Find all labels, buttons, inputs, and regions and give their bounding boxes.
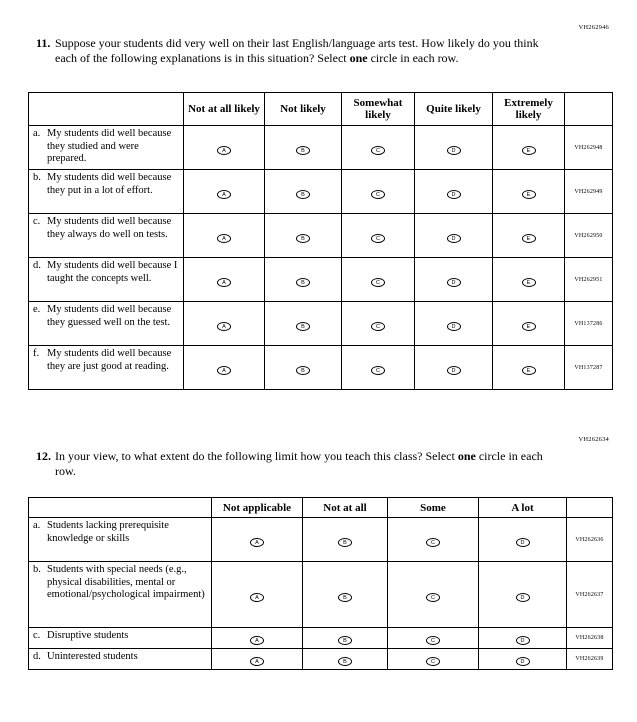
table-header-row bbox=[29, 498, 613, 518]
answer-bubble-c[interactable]: C bbox=[426, 538, 440, 547]
row-text: Students with special needs (e.g., physical disabilities, mental or emotional/psychological impairment) bbox=[47, 564, 205, 600]
answer-bubble-a[interactable]: A bbox=[250, 657, 264, 666]
answer-cell bbox=[184, 170, 265, 214]
answer-cell bbox=[212, 518, 303, 562]
column-header-not-applicable: Not applicable bbox=[212, 498, 303, 518]
row-code: VH262636 bbox=[567, 518, 613, 562]
answer-bubble-c[interactable]: C bbox=[371, 366, 385, 375]
row-text: Uninterested students bbox=[47, 651, 138, 662]
answer-cell bbox=[415, 126, 493, 170]
table-row bbox=[29, 214, 613, 258]
answer-cell bbox=[493, 302, 565, 346]
prompt-text: Suppose your students did very well on their last English/language arts test. How likely do you think each of the following explanations is in this situation? Select bbox=[55, 36, 539, 65]
row-label-cell bbox=[29, 214, 184, 258]
question-12-response-table bbox=[28, 497, 613, 670]
row-letter: b. bbox=[33, 564, 41, 575]
answer-bubble-d[interactable]: D bbox=[447, 234, 461, 243]
answer-cell bbox=[388, 562, 479, 628]
table-row bbox=[29, 346, 613, 390]
answer-cell bbox=[212, 649, 303, 670]
answer-cell bbox=[265, 346, 342, 390]
row-text: My students did well because they studied and were prepared. bbox=[47, 128, 172, 164]
answer-cell bbox=[303, 649, 388, 670]
question-11 bbox=[36, 36, 581, 65]
answer-cell bbox=[212, 628, 303, 649]
answer-cell bbox=[184, 346, 265, 390]
answer-cell bbox=[342, 302, 415, 346]
prompt-text: circle in each row. bbox=[55, 449, 543, 478]
row-text: Students lacking prerequisite knowledge or skills bbox=[47, 520, 169, 544]
answer-bubble-a[interactable]: A bbox=[217, 322, 231, 331]
row-code: VH262638 bbox=[567, 628, 613, 649]
row-letter: d. bbox=[33, 651, 41, 662]
answer-bubble-c[interactable]: C bbox=[426, 636, 440, 645]
row-letter: d. bbox=[33, 260, 41, 271]
answer-bubble-b[interactable]: B bbox=[296, 234, 310, 243]
answer-bubble-a[interactable]: A bbox=[250, 593, 264, 602]
table-row bbox=[29, 518, 613, 562]
question-11-response-table bbox=[28, 92, 613, 390]
row-text: My students did well because they put in a lot of effort. bbox=[47, 172, 172, 196]
row-text: My students did well because they guessed well on the test. bbox=[47, 304, 172, 328]
row-label-cell bbox=[29, 126, 184, 170]
row-code: VH262951 bbox=[565, 258, 613, 302]
header-blank-cell bbox=[29, 93, 184, 126]
column-header-quite-likely: Quite likely bbox=[415, 93, 493, 126]
column-header-not-at-all: Not at all bbox=[303, 498, 388, 518]
row-text: My students did well because they are just good at reading. bbox=[47, 348, 172, 372]
answer-cell bbox=[184, 126, 265, 170]
question-11-number: 11. bbox=[36, 36, 51, 50]
answer-cell bbox=[493, 126, 565, 170]
answer-cell bbox=[184, 214, 265, 258]
answer-bubble-b[interactable]: B bbox=[296, 322, 310, 331]
answer-cell bbox=[415, 302, 493, 346]
answer-bubble-c[interactable]: C bbox=[371, 146, 385, 155]
answer-cell bbox=[342, 126, 415, 170]
answer-bubble-e[interactable]: E bbox=[522, 322, 536, 331]
row-letter: e. bbox=[33, 304, 41, 315]
question-12-number: 12. bbox=[36, 449, 51, 463]
question-11-prompt bbox=[55, 36, 560, 65]
answer-cell bbox=[493, 214, 565, 258]
answer-bubble-d[interactable]: D bbox=[447, 366, 461, 375]
answer-bubble-c[interactable]: C bbox=[426, 593, 440, 602]
answer-bubble-d[interactable]: D bbox=[447, 146, 461, 155]
answer-cell bbox=[479, 649, 567, 670]
row-code: VH137287 bbox=[565, 346, 613, 390]
prompt-text: In your view, to what extent do the following limit how you teach this class? Select bbox=[55, 449, 458, 463]
header-code-blank-cell bbox=[565, 93, 613, 126]
column-header-somewhat-likely: Somewhat likely bbox=[342, 93, 415, 126]
answer-bubble-b[interactable]: B bbox=[296, 366, 310, 375]
answer-bubble-a[interactable]: A bbox=[217, 366, 231, 375]
table-row bbox=[29, 649, 613, 670]
answer-cell bbox=[479, 518, 567, 562]
header-code-blank-cell bbox=[567, 498, 613, 518]
answer-bubble-b[interactable]: B bbox=[296, 278, 310, 287]
answer-bubble-e[interactable]: E bbox=[522, 190, 536, 199]
table-row bbox=[29, 628, 613, 649]
column-header-not-at-all-likely: Not at all likely bbox=[184, 93, 265, 126]
column-header-some: Some bbox=[388, 498, 479, 518]
answer-bubble-b[interactable]: B bbox=[338, 538, 352, 547]
row-letter: c. bbox=[33, 216, 41, 227]
answer-cell bbox=[342, 346, 415, 390]
answer-cell bbox=[415, 170, 493, 214]
answer-bubble-d[interactable]: D bbox=[447, 278, 461, 287]
question-12-accession-code: VH262634 bbox=[578, 436, 609, 443]
prompt-text: circle in each row. bbox=[367, 50, 459, 65]
row-text: Disruptive students bbox=[47, 630, 129, 641]
answer-bubble-c[interactable]: C bbox=[371, 322, 385, 331]
header-blank-cell bbox=[29, 498, 212, 518]
answer-bubble-b[interactable]: B bbox=[338, 593, 352, 602]
table-header-row bbox=[29, 93, 613, 126]
answer-bubble-d[interactable]: D bbox=[447, 322, 461, 331]
row-label-cell bbox=[29, 170, 184, 214]
row-label-cell bbox=[29, 346, 184, 390]
answer-cell bbox=[342, 258, 415, 302]
answer-bubble-c[interactable]: C bbox=[371, 278, 385, 287]
answer-bubble-a[interactable]: A bbox=[250, 538, 264, 547]
row-label-cell bbox=[29, 649, 212, 670]
answer-bubble-d[interactable]: D bbox=[516, 657, 530, 666]
answer-bubble-c[interactable]: C bbox=[426, 657, 440, 666]
answer-cell bbox=[415, 258, 493, 302]
answer-bubble-d[interactable]: D bbox=[447, 190, 461, 199]
row-label-cell bbox=[29, 518, 212, 562]
answer-bubble-a[interactable]: A bbox=[217, 234, 231, 243]
answer-cell bbox=[493, 346, 565, 390]
answer-bubble-b[interactable]: B bbox=[296, 190, 310, 199]
column-header-a-lot: A lot bbox=[479, 498, 567, 518]
answer-cell bbox=[184, 302, 265, 346]
column-header-not-likely: Not likely bbox=[265, 93, 342, 126]
answer-bubble-b[interactable]: B bbox=[296, 146, 310, 155]
row-text: My students did well because I taught the concepts well. bbox=[47, 260, 178, 284]
row-code: VH262637 bbox=[567, 562, 613, 628]
answer-cell bbox=[388, 518, 479, 562]
answer-bubble-d[interactable]: D bbox=[516, 593, 530, 602]
row-code: VH262948 bbox=[565, 126, 613, 170]
row-code: VH137286 bbox=[565, 302, 613, 346]
answer-cell bbox=[184, 258, 265, 302]
answer-cell bbox=[479, 562, 567, 628]
question-12 bbox=[36, 449, 581, 478]
table-row bbox=[29, 562, 613, 628]
answer-bubble-e[interactable]: E bbox=[522, 278, 536, 287]
answer-bubble-d[interactable]: D bbox=[516, 538, 530, 547]
answer-cell bbox=[265, 302, 342, 346]
answer-cell bbox=[388, 628, 479, 649]
row-letter: f. bbox=[33, 348, 40, 359]
row-label-cell bbox=[29, 628, 212, 649]
answer-cell bbox=[265, 258, 342, 302]
answer-bubble-a[interactable]: A bbox=[217, 278, 231, 287]
answer-bubble-a[interactable]: A bbox=[250, 636, 264, 645]
answer-bubble-d[interactable]: D bbox=[516, 636, 530, 645]
answer-cell bbox=[342, 214, 415, 258]
answer-bubble-e[interactable]: E bbox=[522, 366, 536, 375]
row-text: My students did well because they always do well on tests. bbox=[47, 216, 172, 240]
prompt-bold-word: one bbox=[457, 449, 476, 463]
row-code: VH262950 bbox=[565, 214, 613, 258]
row-code: VH262949 bbox=[565, 170, 613, 214]
row-letter: b. bbox=[33, 172, 41, 183]
row-letter: a. bbox=[33, 128, 41, 139]
question-11-accession-code: VH262946 bbox=[578, 24, 609, 31]
answer-bubble-b[interactable]: B bbox=[338, 657, 352, 666]
table-row bbox=[29, 258, 613, 302]
answer-cell bbox=[265, 170, 342, 214]
answer-cell bbox=[493, 258, 565, 302]
table-row bbox=[29, 302, 613, 346]
answer-cell bbox=[303, 628, 388, 649]
answer-bubble-a[interactable]: A bbox=[217, 146, 231, 155]
answer-cell bbox=[212, 562, 303, 628]
answer-bubble-c[interactable]: C bbox=[371, 190, 385, 199]
row-label-cell bbox=[29, 258, 184, 302]
row-letter: a. bbox=[33, 520, 41, 531]
row-letter: c. bbox=[33, 630, 41, 641]
answer-cell bbox=[303, 518, 388, 562]
answer-bubble-a[interactable]: A bbox=[217, 190, 231, 199]
answer-bubble-b[interactable]: B bbox=[338, 636, 352, 645]
answer-cell bbox=[479, 628, 567, 649]
table-row bbox=[29, 170, 613, 214]
answer-cell bbox=[415, 214, 493, 258]
answer-cell bbox=[388, 649, 479, 670]
question-12-prompt bbox=[55, 449, 560, 478]
row-label-cell bbox=[29, 562, 212, 628]
answer-cell bbox=[415, 346, 493, 390]
answer-cell bbox=[265, 126, 342, 170]
row-label-cell bbox=[29, 302, 184, 346]
column-header-extremely-likely: Extremely likely bbox=[493, 93, 565, 126]
answer-bubble-e[interactable]: E bbox=[522, 234, 536, 243]
answer-cell bbox=[265, 214, 342, 258]
prompt-bold-word: one bbox=[349, 50, 368, 65]
row-code: VH262639 bbox=[567, 649, 613, 670]
answer-cell bbox=[493, 170, 565, 214]
answer-bubble-e[interactable]: E bbox=[522, 146, 536, 155]
answer-bubble-c[interactable]: C bbox=[371, 234, 385, 243]
answer-cell bbox=[342, 170, 415, 214]
table-row bbox=[29, 126, 613, 170]
answer-cell bbox=[303, 562, 388, 628]
